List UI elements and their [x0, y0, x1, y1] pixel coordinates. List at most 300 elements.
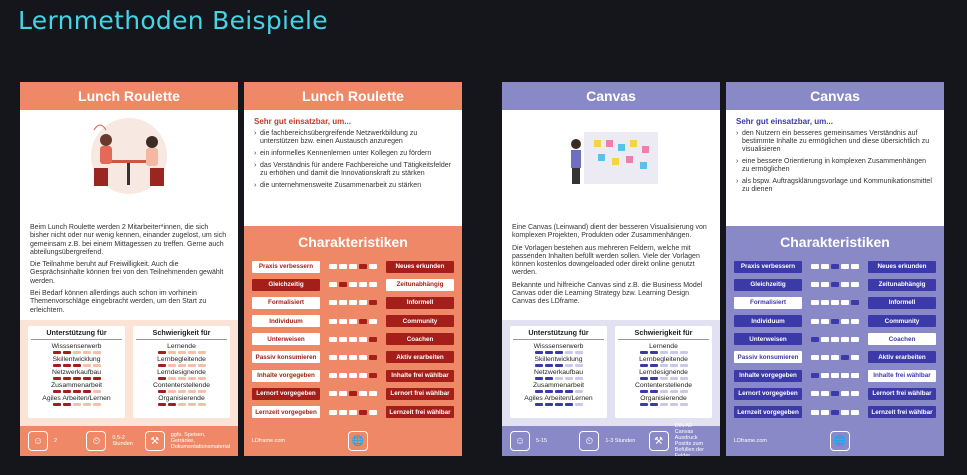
- rating-dot: [93, 403, 101, 406]
- rating-dot: [680, 377, 688, 380]
- scale-mark: [369, 319, 377, 324]
- rating-dot: [555, 403, 563, 406]
- scale-mark: [329, 319, 337, 324]
- characteristic-right: Lernort frei wählbar: [868, 388, 936, 400]
- scale-mark: [811, 337, 819, 342]
- characteristic-row: [252, 351, 454, 364]
- rating-dot: [188, 403, 196, 406]
- characteristic-scale: [320, 264, 386, 269]
- rating-label: Lernende: [167, 343, 196, 350]
- characteristic-row: [734, 278, 936, 291]
- rating-dot: [63, 364, 71, 367]
- characteristic-right: Community: [868, 315, 936, 327]
- characteristic-left: Formalisiert: [252, 297, 320, 309]
- characteristic-left: Gleichzeitig: [252, 279, 320, 291]
- characteristic-left: Passiv konsumieren: [734, 351, 802, 363]
- rating-dots: [513, 390, 604, 393]
- rating-dot: [198, 403, 206, 406]
- rating-dot: [83, 403, 91, 406]
- scale-mark: [329, 391, 337, 396]
- card-footer: [502, 423, 720, 456]
- scale-mark: [841, 337, 849, 342]
- rating-dot: [178, 390, 186, 393]
- rating-label: Lerndesignende: [157, 369, 206, 376]
- scale-mark: [339, 337, 347, 342]
- difficulty-box: [133, 326, 230, 418]
- rating-dot: [670, 403, 678, 406]
- characteristic-row: [734, 351, 936, 364]
- card-illustration: [20, 110, 238, 198]
- characteristic-row: [734, 369, 936, 382]
- rating-dot: [158, 377, 166, 380]
- rating-dots: [618, 351, 709, 354]
- scale-mark: [851, 264, 859, 269]
- footer-link[interactable]: LDframe.com: [252, 438, 286, 444]
- characteristic-scale: [320, 355, 386, 360]
- characteristic-scale: [320, 300, 386, 305]
- usage-subheading: Sehr gut einsatzbar, um...: [736, 117, 833, 126]
- scale-mark: [851, 355, 859, 360]
- rating-dots: [136, 403, 227, 406]
- characteristic-right: Zeitunabhängig: [868, 279, 936, 291]
- card-heading: Lunch Roulette: [20, 82, 238, 110]
- scale-mark: [349, 300, 357, 305]
- rating-dot: [660, 377, 668, 380]
- rating-boxes: [28, 326, 230, 418]
- scale-mark: [369, 373, 377, 378]
- characteristic-right: Lernzeit frei wählbar: [386, 406, 454, 418]
- characteristic-left: Gleichzeitig: [734, 279, 802, 291]
- method-card: [244, 82, 462, 456]
- rating-dot: [670, 364, 678, 367]
- rating-dot: [640, 377, 648, 380]
- scale-mark: [841, 391, 849, 396]
- rating-label: Lernbegleitende: [157, 356, 206, 363]
- rating-label: Lernende: [649, 343, 678, 350]
- rating-dot: [535, 403, 543, 406]
- characteristic-row: [252, 406, 454, 419]
- characteristic-row: [734, 296, 936, 309]
- footer-text: DIN A0 Canvas Ausdruck Postits zum Befüllen der Felder: [674, 423, 705, 456]
- characteristic-scale: [802, 282, 868, 287]
- scale-mark: [359, 355, 367, 360]
- rating-label: Wisssenserwerb: [533, 343, 584, 350]
- rating-dot: [73, 403, 81, 406]
- scale-mark: [339, 319, 347, 324]
- scale-mark: [369, 300, 377, 305]
- rating-dot: [63, 377, 71, 380]
- rating-dot: [198, 364, 206, 367]
- footer-text: 0,5-2 Stunden: [112, 435, 133, 447]
- scale-mark: [821, 319, 829, 324]
- usage-item: › das Verständnis für andere Fachbereiche und Tätigkeitsfelder zu erhöhen und damit die Innovationskraft zu stärken: [254, 162, 452, 178]
- characteristic-scale: [802, 337, 868, 342]
- characteristic-scale: [802, 410, 868, 415]
- scale-mark: [821, 300, 829, 305]
- scale-mark: [831, 300, 839, 305]
- rating-dot: [575, 390, 583, 393]
- scale-mark: [359, 410, 367, 415]
- scale-mark: [359, 373, 367, 378]
- difficulty-box: [615, 326, 712, 418]
- rating-dot: [53, 364, 61, 367]
- characteristic-right: Coachen: [386, 333, 454, 345]
- scale-mark: [369, 337, 377, 342]
- rating-dot: [575, 377, 583, 380]
- scale-mark: [831, 355, 839, 360]
- rating-dot: [188, 364, 196, 367]
- rating-dot: [158, 364, 166, 367]
- rating-label: Agiles Arbeiten/Lernen: [524, 395, 593, 402]
- scale-mark: [821, 282, 829, 287]
- rating-dot: [650, 364, 658, 367]
- description-paragraph: Die Vorlagen bestehen aus mehreren Feldern, welche mit passenden Inhalten befüllt werden sollen. Viele der Vorlagen können kostenlos downgeloaded oder direkt online genutzt werden.: [512, 244, 700, 277]
- characteristic-right: Lernort frei wählbar: [386, 388, 454, 400]
- characteristic-scale: [802, 300, 868, 305]
- scale-mark: [349, 282, 357, 287]
- characteristic-left: Unterweisen: [252, 333, 320, 345]
- scale-mark: [851, 391, 859, 396]
- scale-mark: [369, 264, 377, 269]
- rating-dot: [660, 351, 668, 354]
- characteristics-heading: Charakteristiken: [780, 234, 890, 250]
- card-footer: [726, 426, 944, 456]
- description: [20, 224, 238, 315]
- method-card: [726, 82, 944, 456]
- characteristics-panel: [726, 226, 944, 426]
- globe-icon: 🌐: [830, 431, 850, 451]
- rating-boxes: [510, 326, 712, 418]
- characteristic-right: Zeitunabhängig: [386, 279, 454, 291]
- rating-dot: [565, 390, 573, 393]
- scale-mark: [821, 337, 829, 342]
- characteristic-row: [734, 260, 936, 273]
- rating-label: Contenterstellende: [634, 382, 693, 389]
- rating-dot: [565, 377, 573, 380]
- scale-mark: [831, 282, 839, 287]
- scale-mark: [831, 373, 839, 378]
- rating-dot: [63, 390, 71, 393]
- rating-dot: [53, 377, 61, 380]
- scale-mark: [851, 337, 859, 342]
- rating-dot: [158, 390, 166, 393]
- rating-dot: [535, 390, 543, 393]
- difficulty-box-heading: Schwierigkeit für: [618, 328, 709, 340]
- canvas-illustration: [502, 110, 720, 198]
- rating-dot: [545, 403, 553, 406]
- rating-dot: [73, 390, 81, 393]
- rating-dot: [565, 364, 573, 367]
- rating-dot: [73, 351, 81, 354]
- scale-mark: [811, 373, 819, 378]
- people-icon: ☺: [510, 431, 530, 451]
- scale-mark: [851, 410, 859, 415]
- scale-mark: [349, 319, 357, 324]
- rating-dot: [198, 351, 206, 354]
- rating-dot: [650, 377, 658, 380]
- rating-dot: [545, 377, 553, 380]
- rating-dot: [680, 390, 688, 393]
- scale-mark: [339, 373, 347, 378]
- description-paragraph: Beim Lunch Roulette werden 2 Mitarbeiter*innen, die sich bisher nicht oder nur wenig kennen, einander zugelost, um sich gemeinsam z.B. bei einem Mittagessen zu treffen. Gerne auch abteilungsübergreifend.: [30, 224, 227, 256]
- card-footer: [20, 426, 238, 456]
- support-box-heading: Unterstützung für: [31, 328, 122, 340]
- scale-mark: [339, 282, 347, 287]
- card-heading: Canvas: [502, 82, 720, 110]
- rating-label: Agiles Arbeiten/Lernen: [42, 395, 111, 402]
- characteristic-row: [252, 387, 454, 400]
- rating-dot: [93, 364, 101, 367]
- rating-label: Organisierende: [158, 395, 205, 402]
- scale-mark: [841, 264, 849, 269]
- rating-dot: [83, 390, 91, 393]
- rating-dot: [158, 351, 166, 354]
- usage-subheading: Sehr gut einsatzbar, um...: [254, 117, 351, 126]
- rating-dot: [178, 403, 186, 406]
- rating-panel: [502, 320, 720, 426]
- rating-dots: [31, 390, 122, 393]
- rating-dot: [188, 377, 196, 380]
- scale-mark: [329, 355, 337, 360]
- scale-mark: [841, 355, 849, 360]
- usage-item: › den Nutzern ein besseres gemeinsames Verständnis auf bestimmte Inhalte zu ermöglichen und diese übersichtlich zu visualisieren: [736, 130, 934, 154]
- rating-dot: [535, 351, 543, 354]
- rating-dot: [670, 390, 678, 393]
- rating-dot: [660, 364, 668, 367]
- rating-dot: [680, 403, 688, 406]
- support-box: [28, 326, 125, 418]
- rating-dot: [670, 377, 678, 380]
- rating-dot: [73, 377, 81, 380]
- rating-dot: [535, 377, 543, 380]
- rating-dot: [575, 351, 583, 354]
- characteristic-right: Informell: [868, 297, 936, 309]
- scale-mark: [359, 319, 367, 324]
- characteristic-left: Passiv konsumieren: [252, 351, 320, 363]
- rating-dot: [555, 364, 563, 367]
- rating-dots: [513, 403, 604, 406]
- rating-dot: [53, 403, 61, 406]
- clock-icon: ⏲: [579, 431, 599, 451]
- rating-dot: [575, 364, 583, 367]
- scale-mark: [811, 355, 819, 360]
- scale-mark: [851, 300, 859, 305]
- rating-label: Netzwerkaufbau: [51, 369, 102, 376]
- rating-dot: [73, 364, 81, 367]
- characteristic-left: Inhalte vorgegeben: [734, 370, 802, 382]
- rating-dot: [53, 390, 61, 393]
- materials-icon: ⚒: [145, 431, 165, 451]
- description-paragraph: Eine Canvas (Leinwand) dient der besseren Visualisierung von komplexen Projekten, Produkten oder Zusammenhängen.: [512, 224, 707, 240]
- usage-item: › die unternehmensweite Zusammenarbeit zu stärken: [254, 182, 452, 190]
- scale-mark: [831, 410, 839, 415]
- rating-dot: [178, 364, 186, 367]
- rating-dot: [640, 351, 648, 354]
- scale-mark: [349, 410, 357, 415]
- rating-dot: [158, 403, 166, 406]
- characteristic-left: Formalisiert: [734, 297, 802, 309]
- scale-mark: [369, 355, 377, 360]
- scale-mark: [831, 319, 839, 324]
- rating-dots: [136, 364, 227, 367]
- scale-mark: [329, 410, 337, 415]
- usage-item: › die fachbereichsübergreifende Netzwerkbildung zu unterstützen bzw. einen Austausch anzuregen: [254, 130, 452, 146]
- scale-mark: [329, 282, 337, 287]
- scale-mark: [369, 282, 377, 287]
- characteristics-heading: Charakteristiken: [298, 234, 408, 250]
- rating-label: Lernbegleitende: [639, 356, 688, 363]
- rating-dots: [513, 377, 604, 380]
- rating-dots: [31, 377, 122, 380]
- scale-mark: [359, 282, 367, 287]
- scale-mark: [821, 355, 829, 360]
- rating-dot: [660, 390, 668, 393]
- rating-dot: [168, 403, 176, 406]
- rating-panel: [20, 320, 238, 426]
- characteristic-left: Unterweisen: [734, 333, 802, 345]
- footer-link[interactable]: LDframe.com: [734, 438, 768, 444]
- description-paragraph: Bei Bedarf können allerdings auch schon im vorhinein Themenvorschläge eingebracht werden, um den Start zu erleichtern.: [30, 290, 207, 314]
- scale-mark: [851, 373, 859, 378]
- rating-dot: [555, 351, 563, 354]
- rating-dots: [513, 364, 604, 367]
- rating-label: Zusammenarbeit: [533, 382, 584, 389]
- rating-dot: [83, 351, 91, 354]
- support-box: [510, 326, 607, 418]
- rating-label: Organisierende: [640, 395, 687, 402]
- rating-dot: [555, 390, 563, 393]
- scale-mark: [339, 355, 347, 360]
- scale-mark: [811, 264, 819, 269]
- rating-dots: [618, 377, 709, 380]
- page-title: Lernmethoden Beispiele: [18, 6, 328, 35]
- characteristic-right: Aktiv erarbeiten: [868, 351, 936, 363]
- scale-mark: [821, 264, 829, 269]
- scale-mark: [811, 319, 819, 324]
- rating-dots: [136, 351, 227, 354]
- rating-dot: [565, 351, 573, 354]
- rating-dot: [168, 377, 176, 380]
- scale-mark: [339, 264, 347, 269]
- rating-dot: [640, 364, 648, 367]
- characteristic-right: Neues erkunden: [868, 261, 936, 273]
- usage-list: [726, 130, 944, 194]
- characteristic-right: Inhalte frei wählbar: [868, 370, 936, 382]
- usage-item: › eine bessere Orientierung in komplexen Zusammenhängen zu ermöglichen: [736, 158, 934, 174]
- characteristic-scale: [802, 391, 868, 396]
- characteristic-left: Praxis verbessern: [252, 261, 320, 273]
- rating-label: Wisssenserwerb: [51, 343, 102, 350]
- characteristic-scale: [320, 391, 386, 396]
- method-card: [502, 82, 720, 456]
- clock-icon: ⏲: [86, 431, 106, 451]
- rating-dot: [53, 351, 61, 354]
- rating-dot: [650, 390, 658, 393]
- characteristics-panel: [244, 226, 462, 426]
- rating-dots: [136, 377, 227, 380]
- scale-mark: [811, 391, 819, 396]
- scale-mark: [369, 391, 377, 396]
- characteristic-row: [734, 315, 936, 328]
- characteristic-right: Neues erkunden: [386, 261, 454, 273]
- scale-mark: [811, 282, 819, 287]
- scale-mark: [349, 391, 357, 396]
- characteristic-row: [734, 387, 936, 400]
- scale-mark: [339, 410, 347, 415]
- characteristic-left: Lernort vorgegeben: [252, 388, 320, 400]
- rating-dot: [640, 403, 648, 406]
- rating-dot: [650, 403, 658, 406]
- rating-dot: [93, 390, 101, 393]
- materials-icon: ⚒: [649, 431, 669, 451]
- rating-dot: [168, 351, 176, 354]
- card-heading: Canvas: [726, 82, 944, 110]
- usage-item: › ein informelles Kennenlernen unter Kollegen zu fördern: [254, 150, 452, 158]
- characteristic-left: Inhalte vorgegeben: [252, 370, 320, 382]
- characteristic-row: [252, 333, 454, 346]
- scale-mark: [811, 410, 819, 415]
- rating-dot: [188, 351, 196, 354]
- scale-mark: [851, 319, 859, 324]
- scale-mark: [349, 337, 357, 342]
- scale-mark: [831, 391, 839, 396]
- scale-mark: [339, 300, 347, 305]
- characteristic-right: Lernzeit frei wählbar: [868, 406, 936, 418]
- people-icon: ☺: [28, 431, 48, 451]
- scale-mark: [841, 410, 849, 415]
- support-box-heading: Unterstützung für: [513, 328, 604, 340]
- usage-list: [244, 130, 462, 190]
- scale-mark: [841, 300, 849, 305]
- characteristic-scale: [320, 282, 386, 287]
- characteristic-left: Lernzeit vorgegeben: [252, 406, 320, 418]
- rating-dots: [136, 390, 227, 393]
- characteristic-left: Lernort vorgegeben: [734, 388, 802, 400]
- scale-mark: [349, 264, 357, 269]
- rating-dot: [680, 351, 688, 354]
- characteristic-right: Coachen: [868, 333, 936, 345]
- characteristic-scale: [320, 319, 386, 324]
- scale-mark: [369, 410, 377, 415]
- rating-dot: [545, 364, 553, 367]
- rating-dot: [178, 351, 186, 354]
- characteristic-right: Inhalte frei wählbar: [386, 370, 454, 382]
- rating-dot: [670, 351, 678, 354]
- scale-mark: [821, 410, 829, 415]
- rating-dot: [660, 403, 668, 406]
- rating-label: Zusammenarbeit: [51, 382, 102, 389]
- characteristic-row: [252, 315, 454, 328]
- rating-dot: [198, 390, 206, 393]
- characteristic-scale: [320, 337, 386, 342]
- rating-dot: [83, 364, 91, 367]
- scale-mark: [339, 391, 347, 396]
- rating-dots: [618, 390, 709, 393]
- characteristic-right: Informell: [386, 297, 454, 309]
- rating-dots: [618, 364, 709, 367]
- rating-dot: [575, 403, 583, 406]
- characteristic-scale: [802, 264, 868, 269]
- rating-dot: [188, 390, 196, 393]
- card-heading: Lunch Roulette: [244, 82, 462, 110]
- description: [502, 224, 720, 307]
- scale-mark: [359, 337, 367, 342]
- characteristic-left: Individuum: [734, 315, 802, 327]
- rating-dot: [93, 377, 101, 380]
- characteristic-left: Individuum: [252, 315, 320, 327]
- scale-mark: [349, 355, 357, 360]
- scale-mark: [329, 337, 337, 342]
